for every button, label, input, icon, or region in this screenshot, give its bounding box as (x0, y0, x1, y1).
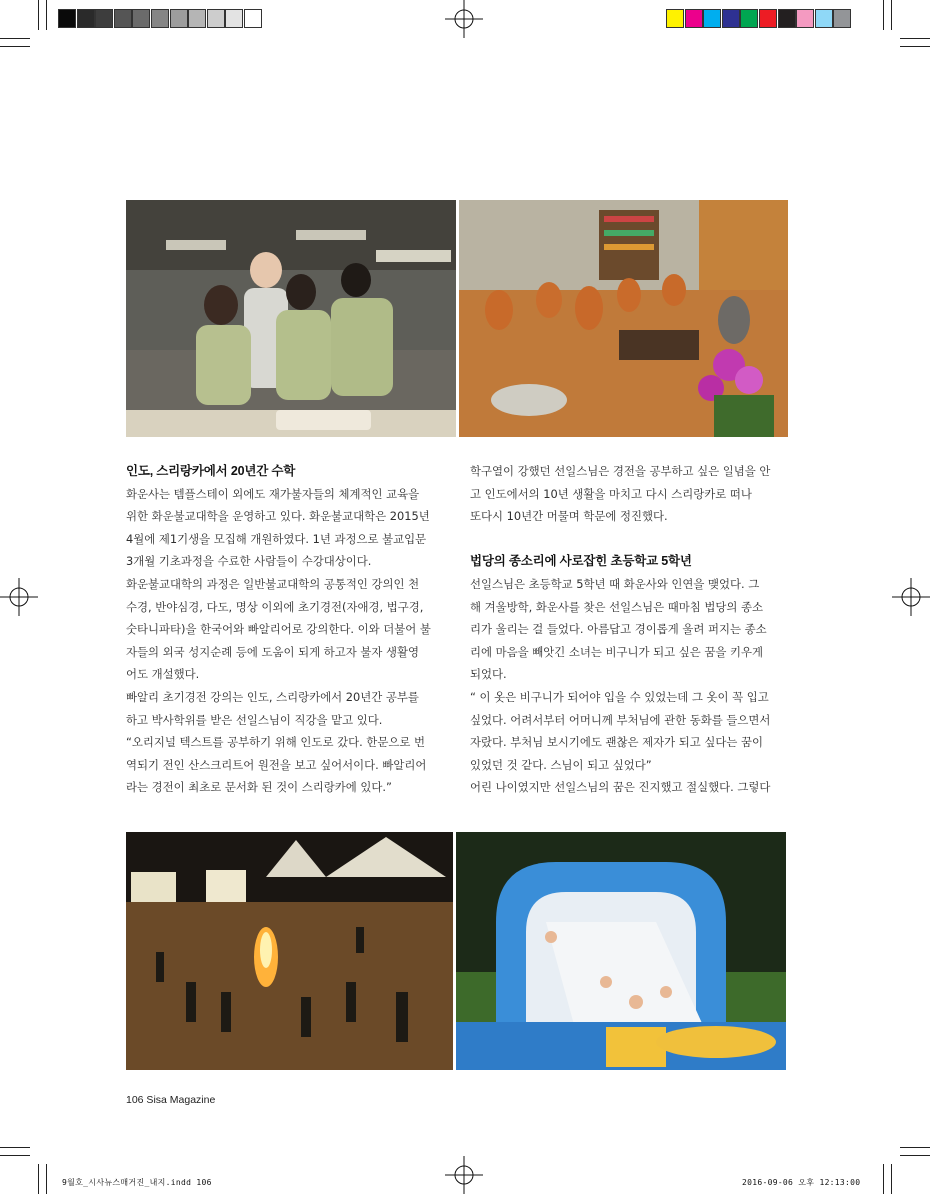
text-line: 3개월 기초과정을 수료한 사람들이 수강대상이다. (126, 554, 372, 569)
color-swatch (703, 9, 721, 28)
text-line: 자랐다. 부처님 보시기에도 괜찮은 제자가 되고 싶다는 꿈이 (470, 735, 764, 750)
gray-swatch (188, 9, 206, 28)
text-line: 학구열이 강했던 선일스님은 경전을 공부하고 싶은 일념을 안 (470, 464, 771, 478)
color-swatch (833, 9, 851, 28)
text-line: 해 겨울방학, 화운사를 찾은 선일스님은 때마침 법당의 종소 (470, 599, 764, 614)
text-line: 고 인도에서의 10년 생활을 마치고 다시 스리랑카로 떠나 (470, 486, 752, 501)
photo-campfire-night (126, 832, 453, 1070)
color-swatch (759, 9, 777, 28)
registration-mark-icon (0, 578, 38, 616)
text-line: 자들의 외국 성지순례 등에 도움이 되게 하고자 불자 생활영 (126, 644, 420, 659)
text-line: “오리지널 텍스트를 공부하기 위해 인도로 갔다. 한문으로 번 (126, 735, 425, 750)
text-line: “ 이 옷은 비구니가 되어야 입을 수 있었는데 그 옷이 꼭 입고 (470, 689, 769, 704)
text-line: 빠알리 초기경전 강의는 인도, 스리랑카에서 20년간 공부를 (126, 689, 419, 704)
text-line: 싶었다. 어려서부터 어머니께 부처님에 관한 동화를 들으면서 (470, 712, 771, 727)
photo-water-slide (456, 832, 786, 1070)
gray-swatch (132, 9, 150, 28)
color-swatch (722, 9, 740, 28)
photo-nun-with-students (126, 200, 456, 437)
registration-mark-icon (892, 578, 930, 616)
section-heading: 인도, 스리랑카에서 20년간 수학 (126, 464, 296, 478)
gray-swatch (95, 9, 113, 28)
slug-filename: 9월호_시사뉴스매거진_내지.indd 106 (62, 1178, 212, 1187)
text-line: 하고 박사학위를 받은 선일스님이 직강을 맡고 있다. (126, 712, 383, 727)
text-line: 화운사는 템플스테이 외에도 재가불자들의 체계적인 교육을 (126, 486, 420, 501)
color-swatch (815, 9, 833, 28)
color-swatch (685, 9, 703, 28)
color-swatch (778, 9, 796, 28)
registration-mark-icon (445, 0, 483, 38)
page-folio: 106 Sisa Magazine (126, 1094, 216, 1106)
gray-swatch (151, 9, 169, 28)
text-line: 화운불교대학의 과정은 일반불교대학의 공통적인 강의인 천 (126, 576, 420, 591)
text-line: 4월에 제1기생을 모집해 개원하였다. 1년 과정으로 불교입문 (126, 531, 427, 546)
right-text-column (470, 460, 786, 799)
gray-swatch (170, 9, 188, 28)
text-line: 어린 나이였지만 선일스님의 꿈은 진지했고 절실했다. 그렇다 (470, 780, 771, 795)
gray-swatch (77, 9, 95, 28)
text-line: 위한 화운불교대학을 운영하고 있다. 화운불교대학은 2015년 (126, 509, 430, 524)
text-line: 라는 경전이 최초로 문서화 된 것이 스리랑카에 있다.” (126, 780, 392, 795)
text-line: 수경, 반야심경, 다도, 명상 이외에 초기경전(자애경, 법구경, (126, 599, 424, 614)
text-line: 선일스님은 초등학교 5학년 때 화운사와 인연을 맺었다. 그 (470, 576, 760, 591)
text-line: 있었던 것 같다. 스님이 되고 싶었다” (470, 757, 652, 772)
text-line: 리에 마음을 빼앗긴 소녀는 비구니가 되고 싶은 꿈을 키우게 (470, 644, 764, 659)
text-line: 되었다. (470, 667, 507, 682)
text-line: 또다시 10년간 머물며 학문에 정진했다. (470, 509, 668, 524)
left-text-column (126, 460, 442, 799)
gray-swatch (225, 9, 243, 28)
text-line: 리가 울리는 걸 들었다. 아름답고 경이롭게 울려 퍼지는 종소 (470, 622, 767, 637)
photo-tea-ceremony-room (459, 200, 788, 437)
gray-swatch (244, 9, 262, 28)
color-swatch (740, 9, 758, 28)
text-line: 역되기 전인 산스크리트어 원전을 보고 싶어서이다. 빠알리어 (126, 757, 427, 772)
gray-swatch (114, 9, 132, 28)
gray-swatch (207, 9, 225, 28)
gray-swatch (58, 9, 76, 28)
color-swatch (666, 9, 684, 28)
section-heading: 법당의 종소리에 사로잡힌 초등학교 5학년 (470, 554, 692, 569)
text-line: 숫타니파타)을 한국어와 빠알리어로 강의한다. 이와 더불어 불 (126, 622, 431, 637)
color-swatch (796, 9, 814, 28)
text-line: 어도 개설했다. (126, 667, 200, 682)
slug-timestamp: 2016-09-06 오후 12:13:00 (742, 1178, 861, 1187)
registration-mark-icon (445, 1156, 483, 1194)
